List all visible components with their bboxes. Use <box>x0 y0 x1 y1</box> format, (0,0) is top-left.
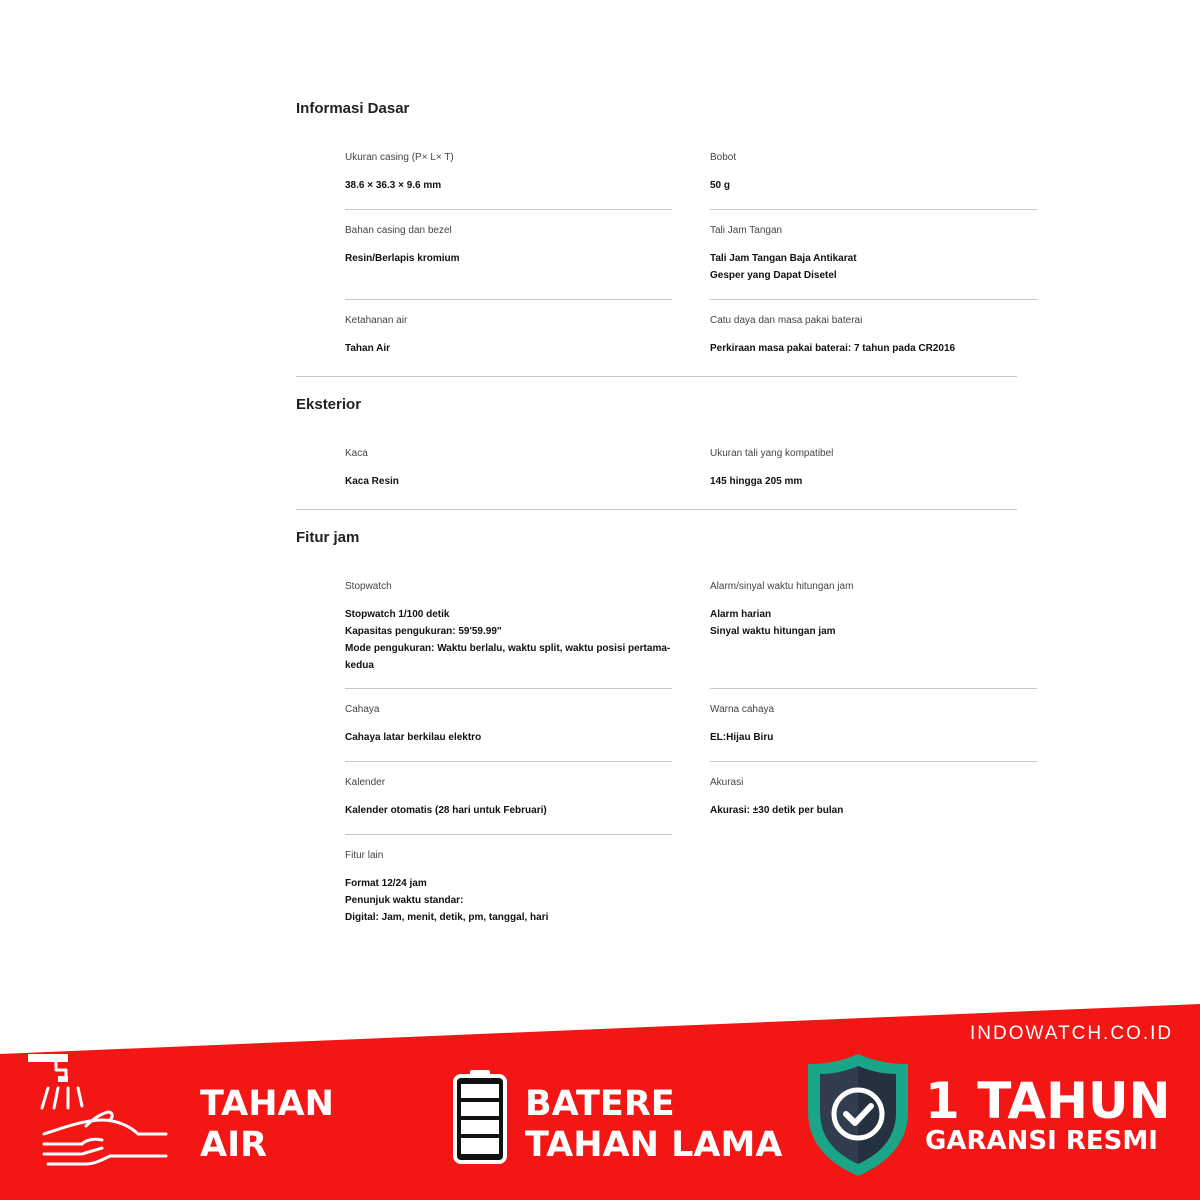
spec-value: 38.6 × 36.3 × 9.6 mm <box>345 180 442 191</box>
divider <box>345 688 672 689</box>
spec-value: Stopwatch 1/100 detik Kapasitas pengukuran: 59'59.99" Mode pengukuran: Waktu berlalu, waktu split, waktu posisi pertama- kedua <box>345 609 671 671</box>
spec-label: Kaca <box>345 448 368 459</box>
spec-label: Cahaya <box>345 704 380 715</box>
spec-value: Kaca Resin <box>345 476 399 487</box>
spec-label: Ukuran casing (P× L× T) <box>345 152 454 163</box>
spec-label: Fitur lain <box>345 850 384 861</box>
feature-battery-line2: TAHAN LAMA <box>525 1125 783 1165</box>
spec-item-light <box>345 703 672 746</box>
section-title-informasi-dasar: Informasi Dasar <box>296 100 410 117</box>
spec-item-case-material <box>345 224 672 267</box>
spec-item-calendar <box>345 776 672 819</box>
spec-label: Kalender <box>345 777 386 788</box>
feature-water-line1: TAHAN <box>200 1084 334 1124</box>
spec-item-stopwatch <box>345 580 672 674</box>
spec-label: Tali Jam Tangan <box>710 225 783 236</box>
spec-item-case-size <box>345 151 672 194</box>
divider <box>710 761 1037 762</box>
feature-water-line2: AIR <box>200 1125 268 1165</box>
shield-check-icon <box>806 1052 910 1183</box>
spec-value: EL:Hijau Biru <box>710 732 774 743</box>
spec-item-water-resistance <box>345 314 672 357</box>
spec-label: Stopwatch <box>345 581 392 592</box>
spec-value: Resin/Berlapis kromium <box>345 253 460 264</box>
feature-battery-text <box>525 1084 783 1165</box>
section-divider <box>296 376 1017 377</box>
divider <box>345 761 672 762</box>
spec-value: Perkiraan masa pakai baterai: 7 tahun pada CR2016 <box>710 343 956 354</box>
divider <box>345 209 672 210</box>
feature-warranty-line2: GARANSI RESMI <box>925 1126 1158 1156</box>
spec-item-weight <box>710 151 1037 194</box>
spec-value: Tahan Air <box>345 343 391 354</box>
divider <box>345 834 672 835</box>
site-url: INDOWATCH.CO.ID <box>970 1023 1174 1044</box>
feature-warranty-text <box>925 1072 1171 1156</box>
spec-item-strap-size <box>710 447 1037 490</box>
spec-item-other-features <box>345 849 672 926</box>
hand-water-icon <box>22 1048 172 1177</box>
spec-item-battery <box>710 314 1037 357</box>
spec-item-light-color <box>710 703 1037 746</box>
spec-value: Cahaya latar berkilau elektro <box>345 732 482 743</box>
spec-item-alarm <box>710 580 1037 640</box>
feature-battery-line1: BATERE <box>525 1084 675 1124</box>
spec-label: Alarm/sinyal waktu hitungan jam <box>710 581 854 592</box>
feature-water-text <box>200 1084 334 1165</box>
section-title-eksterior: Eksterior <box>296 396 362 413</box>
feature-warranty-line1: 1 TAHUN <box>925 1072 1171 1130</box>
spec-value: Akurasi: ±30 detik per bulan <box>710 805 844 816</box>
spec-label: Akurasi <box>710 777 744 788</box>
spec-item-glass <box>345 447 672 490</box>
spec-value: Alarm harian Sinyal waktu hitungan jam <box>710 609 836 637</box>
spec-value: 145 hingga 205 mm <box>710 476 803 487</box>
spec-label: Catu daya dan masa pakai baterai <box>710 315 863 326</box>
section-divider <box>296 509 1017 510</box>
divider <box>710 688 1037 689</box>
spec-label: Ketahanan air <box>345 315 408 326</box>
divider <box>345 299 672 300</box>
spec-value: Format 12/24 jam Penunjuk waktu standar: Digital: Jam, menit, detik, pm, tanggal, hari <box>345 878 549 923</box>
spec-item-strap <box>710 224 1037 284</box>
section-title-fitur-jam: Fitur jam <box>296 529 360 546</box>
spec-label: Bahan casing dan bezel <box>345 225 452 236</box>
spec-item-accuracy <box>710 776 1037 819</box>
spec-value: Tali Jam Tangan Baja Antikarat Gesper yang Dapat Disetel <box>710 253 857 281</box>
divider <box>710 209 1037 210</box>
divider <box>710 299 1037 300</box>
spec-value: Kalender otomatis (28 hari untuk Februari) <box>345 805 547 816</box>
spec-value: 50 g <box>710 180 731 191</box>
spec-label: Bobot <box>710 152 737 163</box>
battery-icon <box>452 1068 508 1169</box>
spec-label: Warna cahaya <box>710 704 775 715</box>
spec-label: Ukuran tali yang kompatibel <box>710 448 834 459</box>
